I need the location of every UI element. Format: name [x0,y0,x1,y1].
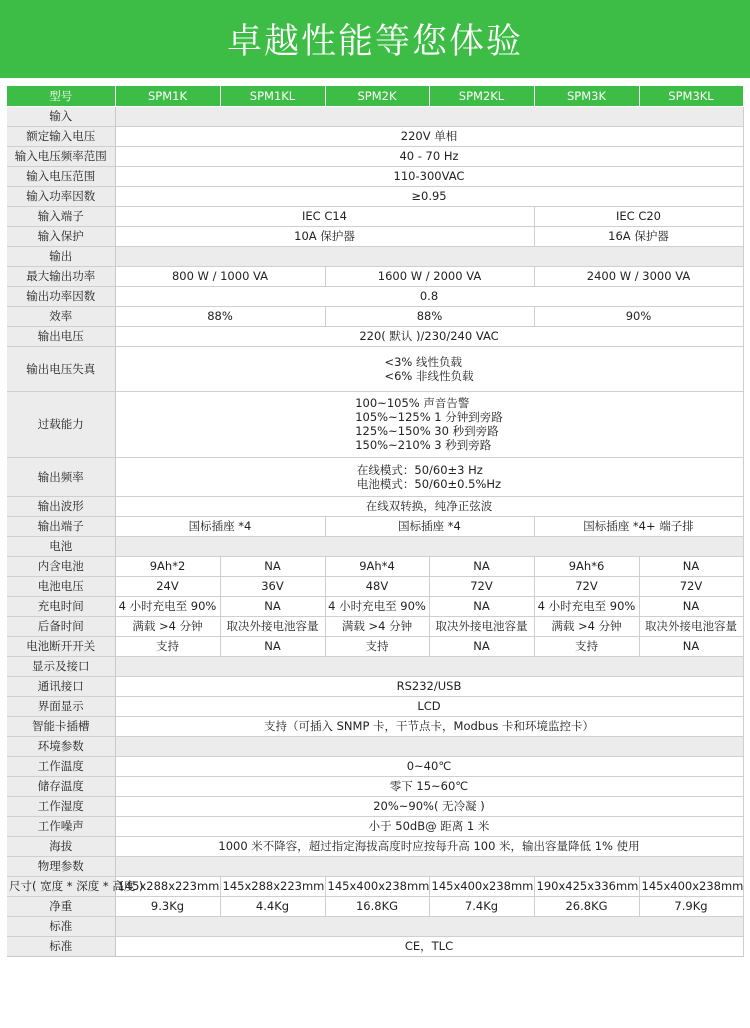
table-row [7,756,743,776]
table-cell: 取决外接电池容量 [220,616,325,636]
table-cell: 4.4Kg [220,896,325,916]
table-row [7,796,743,816]
table-row [7,876,743,896]
table-cell: NA [220,556,325,576]
table-cell [115,391,743,457]
table-cell: 支持 [325,636,429,656]
table-cell: 145x400x238mm [639,876,743,896]
table-row [7,286,743,306]
table-cell: 零下 15~60℃ [115,776,743,796]
table-row [7,166,743,186]
section-row [7,736,743,756]
section-title: 电池 [7,536,115,556]
row-label: 输出频率 [7,457,115,496]
table-cell: 90% [534,306,743,326]
value-line: 电池模式：50/60±0.5%Hz [356,476,502,491]
table-cell: IEC C20 [534,206,743,226]
table-row [7,636,743,656]
table-row [7,266,743,286]
table-cell: 支持（可插入 SNMP 卡，干节点卡，Modbus 卡和环境监控卡） [115,716,743,736]
table-cell: 4 小时充电至 90% [534,596,639,616]
table-cell: NA [429,556,534,576]
table-row [7,556,743,576]
table-cell: 9.3Kg [115,896,220,916]
table-cell: 10A 保护器 [115,226,534,246]
row-label: 输入端子 [7,206,115,226]
banner [0,0,750,78]
row-label: 工作噪声 [7,816,115,836]
row-label: 界面显示 [7,696,115,716]
section-title: 标准 [7,916,115,936]
table-cell: 0.8 [115,286,743,306]
table-cell [115,856,743,876]
table-cell: 2400 W / 3000 VA [534,266,743,286]
table-cell: NA [429,596,534,616]
section-title: 输入 [7,106,115,126]
table-cell: 72V [429,576,534,596]
table-cell: 72V [639,576,743,596]
table-cell: 145x288x223mm [115,876,220,896]
table-cell: NA [220,636,325,656]
table-cell: IEC C14 [115,206,534,226]
value-line: 150%~210% 3 秒到旁路 [355,438,492,452]
table-cell: 145x400x238mm [325,876,429,896]
table-cell: 800 W / 1000 VA [115,266,325,286]
value-line: <6% 非线性负载 [384,368,474,383]
row-label: 额定输入电压 [7,126,115,146]
row-label: 输出电压 [7,326,115,346]
table-cell: 72V [534,576,639,596]
table-cell: NA [220,596,325,616]
row-label: 输入功率因数 [7,186,115,206]
table-cell: 220( 默认 )/230/240 VAC [115,326,743,346]
table-row [7,516,743,536]
table-row [7,126,743,146]
table-row [7,186,743,206]
table-cell: 145x288x223mm [220,876,325,896]
value-line: 125%~150% 30 秒到旁路 [355,424,499,438]
section-row [7,916,743,936]
table-cell: 满载 >4 分钟 [325,616,429,636]
value-line: 在线模式：50/60±3 Hz [356,462,483,477]
table-cell: 16.8KG [325,896,429,916]
table-cell [115,457,743,496]
table-row [7,391,743,457]
table-cell [115,246,743,266]
table-cell: 9Ah*2 [115,556,220,576]
table-cell: 88% [115,306,325,326]
table-cell: 24V [115,576,220,596]
section-title: 环境参数 [7,736,115,756]
table-cell [115,736,743,756]
row-label: 电池电压 [7,576,115,596]
table-cell [115,916,743,936]
table-cell: 0~40℃ [115,756,743,776]
row-label: 电池断开开关 [7,636,115,656]
row-label: 充电时间 [7,596,115,616]
row-label: 标准 [7,936,115,956]
section-title: 物理参数 [7,856,115,876]
table-row [7,776,743,796]
row-label: 尺寸( 宽度 * 深度 * 高度 ) [7,876,115,896]
table-cell: 支持 [534,636,639,656]
row-label: 输出端子 [7,516,115,536]
table-row [7,836,743,856]
row-label: 输入电压频率范围 [7,146,115,166]
row-label: 过载能力 [7,391,115,457]
table-row [7,226,743,246]
header-cell: SPM1K [115,86,220,106]
row-label: 通讯接口 [7,676,115,696]
row-label: 输出功率因数 [7,286,115,306]
table-row [7,936,743,956]
table-row [7,206,743,226]
table-cell: 1000 米不降容，超过指定海拔高度时应按每升高 100 米，输出容量降低 1% 使用 [115,836,743,856]
table-cell: 110-300VAC [115,166,743,186]
header-cell: SPM1KL [220,86,325,106]
header-cell: SPM2KL [429,86,534,106]
table-cell: 7.4Kg [429,896,534,916]
row-label: 智能卡插槽 [7,716,115,736]
table-row [7,616,743,636]
section-row [7,106,743,126]
row-label: 工作湿度 [7,796,115,816]
table-cell: NA [639,636,743,656]
table-row [7,696,743,716]
table-row [7,457,743,496]
table-cell: 4 小时充电至 90% [325,596,429,616]
row-label: 海拔 [7,836,115,856]
multiline-value [384,355,473,383]
table-cell: 国标插座 *4 [115,516,325,536]
row-label: 效率 [7,306,115,326]
table-cell: 满载 >4 分钟 [115,616,220,636]
table-cell: LCD [115,696,743,716]
table-cell: 26.8KG [534,896,639,916]
table-cell: 取决外接电池容量 [429,616,534,636]
table-cell: 9Ah*6 [534,556,639,576]
value-line: 105%~125% 1 分钟到旁路 [355,410,503,424]
header-cell: SPM3K [534,86,639,106]
table-cell: ≥0.95 [115,186,743,206]
table-cell: 国标插座 *4+ 端子排 [534,516,743,536]
table-cell: NA [639,556,743,576]
table-cell: 支持 [115,636,220,656]
table-cell: 36V [220,576,325,596]
table-cell: NA [429,636,534,656]
table-cell: 1600 W / 2000 VA [325,266,534,286]
table-row [7,146,743,166]
table-cell: 16A 保护器 [534,226,743,246]
table-row [7,676,743,696]
table-row [7,716,743,736]
header-cell: 型号 [7,86,115,106]
banner-title: 卓越性能等您体验 [226,22,523,62]
table-cell: 48V [325,576,429,596]
section-row [7,536,743,556]
table-cell: 40 - 70 Hz [115,146,743,166]
table-cell: 20%~90%( 无冷凝 ) [115,796,743,816]
spec-table [7,86,744,957]
header-cell: SPM3KL [639,86,743,106]
table-cell [115,536,743,556]
table-cell: 7.9Kg [639,896,743,916]
table-row [7,896,743,916]
table-cell [115,656,743,676]
table-row [7,306,743,326]
table-header-row [7,86,743,106]
table-row [7,596,743,616]
row-label: 输入电压范围 [7,166,115,186]
row-label: 最大输出功率 [7,266,115,286]
table-cell: 88% [325,306,534,326]
table-cell: 满载 >4 分钟 [534,616,639,636]
table-row [7,346,743,391]
table-cell: 国标插座 *4 [325,516,534,536]
section-row [7,656,743,676]
table-cell: 在线双转换，纯净正弦波 [115,496,743,516]
row-label: 后备时间 [7,616,115,636]
row-label: 输出电压失真 [7,346,115,391]
table-row [7,576,743,596]
table-cell: 小于 50dB@ 距离 1 米 [115,816,743,836]
section-row [7,246,743,266]
row-label: 输出波形 [7,496,115,516]
section-title: 输出 [7,246,115,266]
table-cell: 220V 单相 [115,126,743,146]
table-cell: 145x400x238mm [429,876,534,896]
table-cell [115,346,743,391]
value-line: <3% 线性负载 [384,354,463,369]
section-row [7,856,743,876]
table-cell: CE，TLC [115,936,743,956]
table-row [7,496,743,516]
multiline-value [357,463,501,491]
table-cell: 4 小时充电至 90% [115,596,220,616]
row-label: 工作温度 [7,756,115,776]
table-cell: RS232/USB [115,676,743,696]
row-label: 净重 [7,896,115,916]
table-cell [115,106,743,126]
row-label: 储存温度 [7,776,115,796]
value-line: 100~105% 声音告警 [355,396,470,410]
table-cell: 取决外接电池容量 [639,616,743,636]
section-title: 显示及接口 [7,656,115,676]
table-cell: 190x425x336mm [534,876,639,896]
multiline-value [355,396,503,452]
table-cell: 9Ah*4 [325,556,429,576]
table-row [7,816,743,836]
row-label: 输入保护 [7,226,115,246]
table-cell: NA [639,596,743,616]
table-row [7,326,743,346]
header-cell: SPM2K [325,86,429,106]
row-label: 内含电池 [7,556,115,576]
